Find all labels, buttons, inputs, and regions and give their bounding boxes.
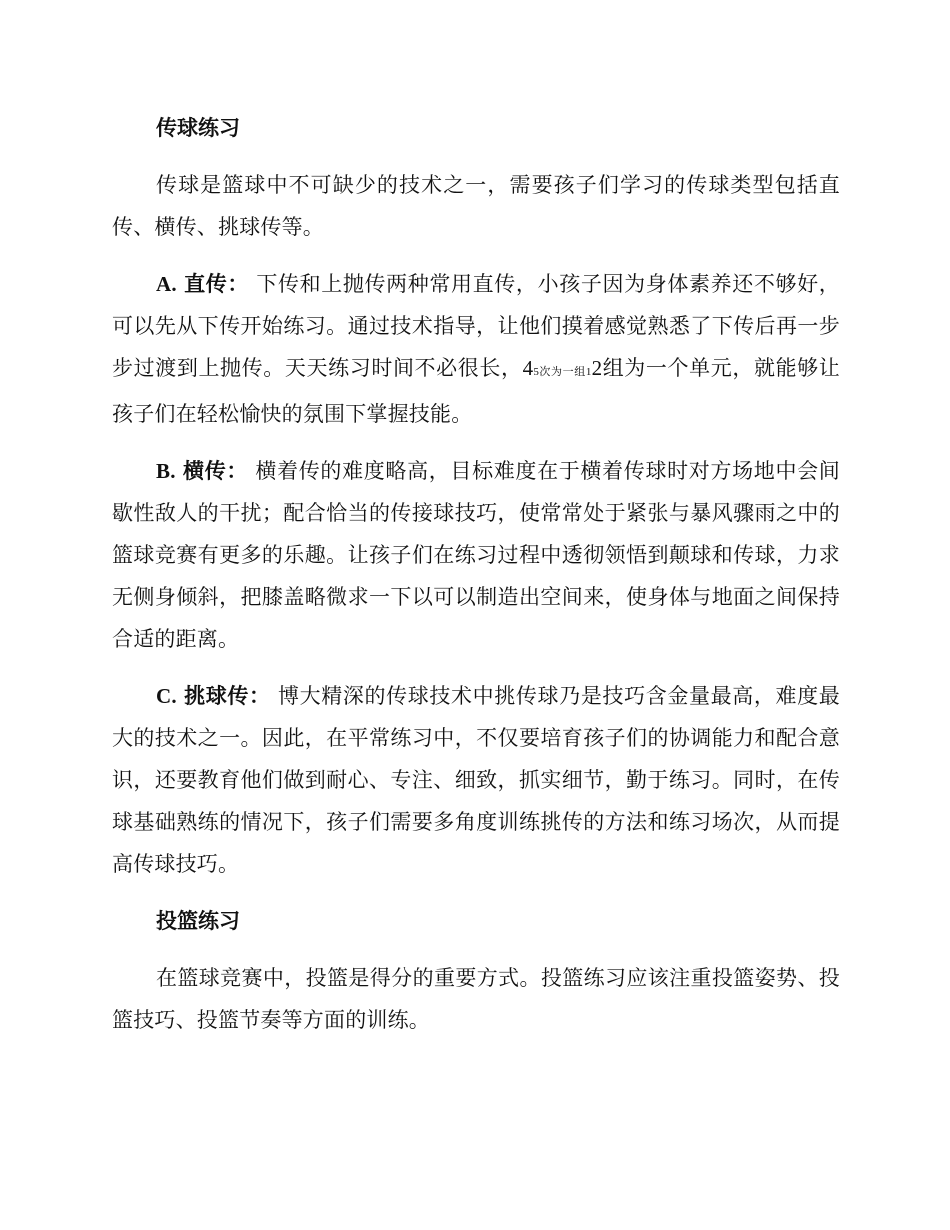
paragraph-cross-pass <box>112 450 840 660</box>
unit-count-number: 2 <box>591 356 603 380</box>
item-prefix-b: B. <box>156 459 176 483</box>
paragraph-shooting-intro: 在篮球竞赛中，投篮是得分的重要方式。投篮练习应该注重投篮姿势、投篮技巧、投篮节奏等方面的训练。 <box>112 966 840 1032</box>
lob-pass-text: 博大精深的传球技术中挑传球乃是技巧含金量最高，难度最大的技术之一。因此，在平常练习中，不仅要培育孩子们的协调能力和配合意识，还要教育他们做到耐心、专注、细致，抓实细节，勤于练习。同时，在传球基础熟练的情况下，孩子们需要多角度训练挑传的方法和练习场次，从而提高传球技巧。 <box>112 684 840 876</box>
section-heading-shooting: 投篮练习 <box>156 909 240 933</box>
group-note-small: 5次为一组1 <box>533 366 592 378</box>
item-label-lob-pass: 挑球传： <box>184 684 271 708</box>
direct-pass-text-end: 组为一个单元，就能够让孩子们在轻松愉快的氛围下掌握技能。 <box>112 356 840 426</box>
cross-pass-text: 横着传的难度略高，目标难度在于横着传球时对方场地中会间歇性敌人的干扰；配合恰当的传接球技巧，使常常处于紧张与暴风骤雨之中的篮球竞赛有更多的乐趣。让孩子们在练习过程中透彻领悟到颠球和传球，力求无侧身倾斜，把膝盖略微求一下以可以制造出空间来，使身体与地面之间保持合适的距离。 <box>112 459 840 651</box>
item-label-direct-pass: 直传： <box>184 272 250 296</box>
paragraph-passing-intro: 传球是篮球中不可缺少的技术之一，需要孩子们学习的传球类型包括直传、横传、挑球传等。 <box>112 173 840 239</box>
section-heading-passing: 传球练习 <box>156 116 240 140</box>
paragraph-lob-pass <box>112 675 840 885</box>
item-prefix-a: A. <box>156 272 177 296</box>
paragraph-direct-pass <box>112 263 840 435</box>
group-count-number: 4 <box>522 356 534 380</box>
item-label-cross-pass: 横传： <box>183 459 249 483</box>
item-prefix-c: C. <box>156 684 177 708</box>
direct-pass-text: 下传和上抛传两种常用直传，小孩子因为身体素养还不够好，可以先从下传开始练习。通过技术指导，让他们摸着感觉熟悉了下传后再一步步过渡到上抛传。天天练习时间不必很长， <box>112 272 840 380</box>
document-page <box>112 108 840 1041</box>
